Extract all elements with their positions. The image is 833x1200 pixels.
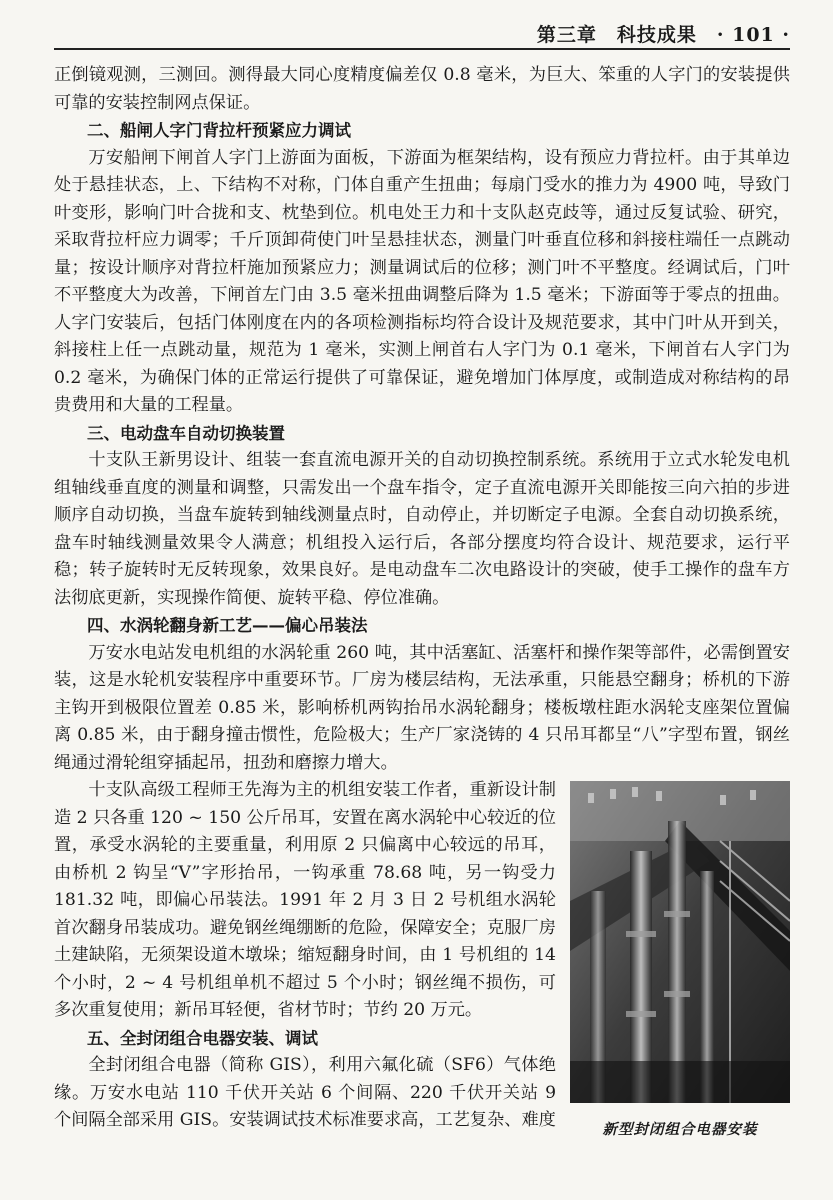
wrapped-text-column [54,777,556,1145]
running-header [54,14,790,50]
section-title-5: 五、全封闭组合电器安装、调试 [87,1028,318,1048]
section-title-2: 二、船闸人字门背拉杆预紧应力调试 [87,121,351,140]
gis-installation-photo [570,781,790,1103]
section-title-3: 三、电动盘车自动切换装置 [87,423,285,443]
page-body [54,62,790,1145]
paragraph-section-3: 十支队王新男设计、组装一套直流电源开关的自动切换控制系统。系统用于立式水轮发电机组轴线垂直度的测量和调整，只需发出一个盘车指令，定子直流电源开关即能按三向六拍的步进顺序自动切换，当盘车旋转到轴线测量点时，自动停止，并切断定子电源。全套自动切换系统，盘车时轴线测量效果令人满意；机组投入运行后，各部分摆度均符合设计、规范要求，运行平稳；转子旋转时无反转现象，效果良好。是电动盘车二次电路设计的突破，使手工操作的盘车方法彻底更新，实现操作简便、旋转平稳、停位准确。 [54,450,790,608]
paragraph-section-2: 万安船闸下闸首人字门上游面为面板，下游面为框架结构，设有预应力背拉杆。由于其单边处于悬挂状态，上、下结构不对称，门体自重产生扭曲；每扇门受水的推力为 4900 吨，导致门叶变形，影响门叶合拢和支、枕垫到位。机电处王力和十支队赵克歧等，通过反复试验、研究，采取背拉杆应力调零；千斤顶卸荷使门叶呈悬挂状态，测量门叶垂直位移和斜接柱端任一点跳动量；按设计顺序对背拉杆施加预紧应力；测量调试后的位移；测门叶不平整度。经调试后，门叶不平整度大为改善，下闸首左门由 3.5 毫米扭曲调整后降为 1.5 毫米；下游面等于零点的扭曲。人字门安装后，包括门体刚度在内的各项检测指标均符合设计及规范要求，其中门叶从开到关，斜接柱上任一点跳动量，规范为 1 毫米，实测上闸首右人字门为 0.1 毫米，下闸首右人字门为 0.2 毫米，为确保门体的正常运行提供了可靠保证，避免增加门体厚度，或制造成对称结构的昂贵费用和大量的工程量。 [54,147,790,415]
text-with-figure [54,777,790,1145]
section-title-4: 四、水涡轮翻身新工艺——偏心吊装法 [87,616,368,635]
paragraph-section-4a: 万安水电站发电机组的水涡轮重 260 吨，其中活塞缸、活塞杆和操作架等部件，必需倒置安装，这是水轮机安装程序中重要环节。厂房为楼层结构，无法承重，只能悬空翻身；桥机的下游主钩开到极限位置差 0.85 米，影响桥机两钩抬吊水涡轮翻身；楼板墩柱距水涡轮支座架位置偏离 0.85 米，由于翻身撞击惯性，危险极大；生产厂家浇铸的 4 只吊耳都呈“八”字型布置，钢丝绳通过滑轮组穿插起吊，扭劲和磨擦力增大。 [54,642,790,773]
paragraph-intro-tail: 正倒镜观测，三测回。测得最大同心度精度偏差仅 0.8 毫米，为巨大、笨重的人字门的安装提供可靠的安装控制网点保证。 [54,65,790,113]
figure-caption: 新型封闭组合电器安装 [602,1122,758,1138]
figure [570,781,790,1145]
paragraph-section-5: 全封闭组合电器（简称 GIS），利用六氟化硫（SF6）气体绝缘。万安水电站 110 千伏开关站 6 个间隔、220 千伏开关站 9 个间隔全部采用 GIS。安装调试技术标准要求高，工艺复杂、难度 [54,1055,556,1130]
paragraph-section-4b: 十支队高级工程师王先海为主的机组安装工作者，重新设计制造 2 只各重 120 ~ 150 公斤吊耳，安置在离水涡轮中心较近的位置，承受水涡轮的主要重量，利用原 2 只偏离中心较远的吊耳，由桥机 2 钩呈“V”字形抬吊，一钩承重 78.68 吨，另一钩受力 181.32 吨，即偏心吊装法。1991 年 2 月 3 日 2 号机组水涡轮首次翻身吊装成功。避免钢丝绳绷断的危险，保障安全；克服厂房土建缺陷，无须架设道木墩垛；缩短翻身时间，由 1 号机组的 14 个小时，2 ~ 4 号机组单机不超过 5 个小时；钢丝绳不损伤，可多次重复使用；新吊耳轻便，省材节时；节约 20 万元。 [54,780,556,1020]
running-title: 第三章 科技成果 · 101 · [536,24,790,46]
